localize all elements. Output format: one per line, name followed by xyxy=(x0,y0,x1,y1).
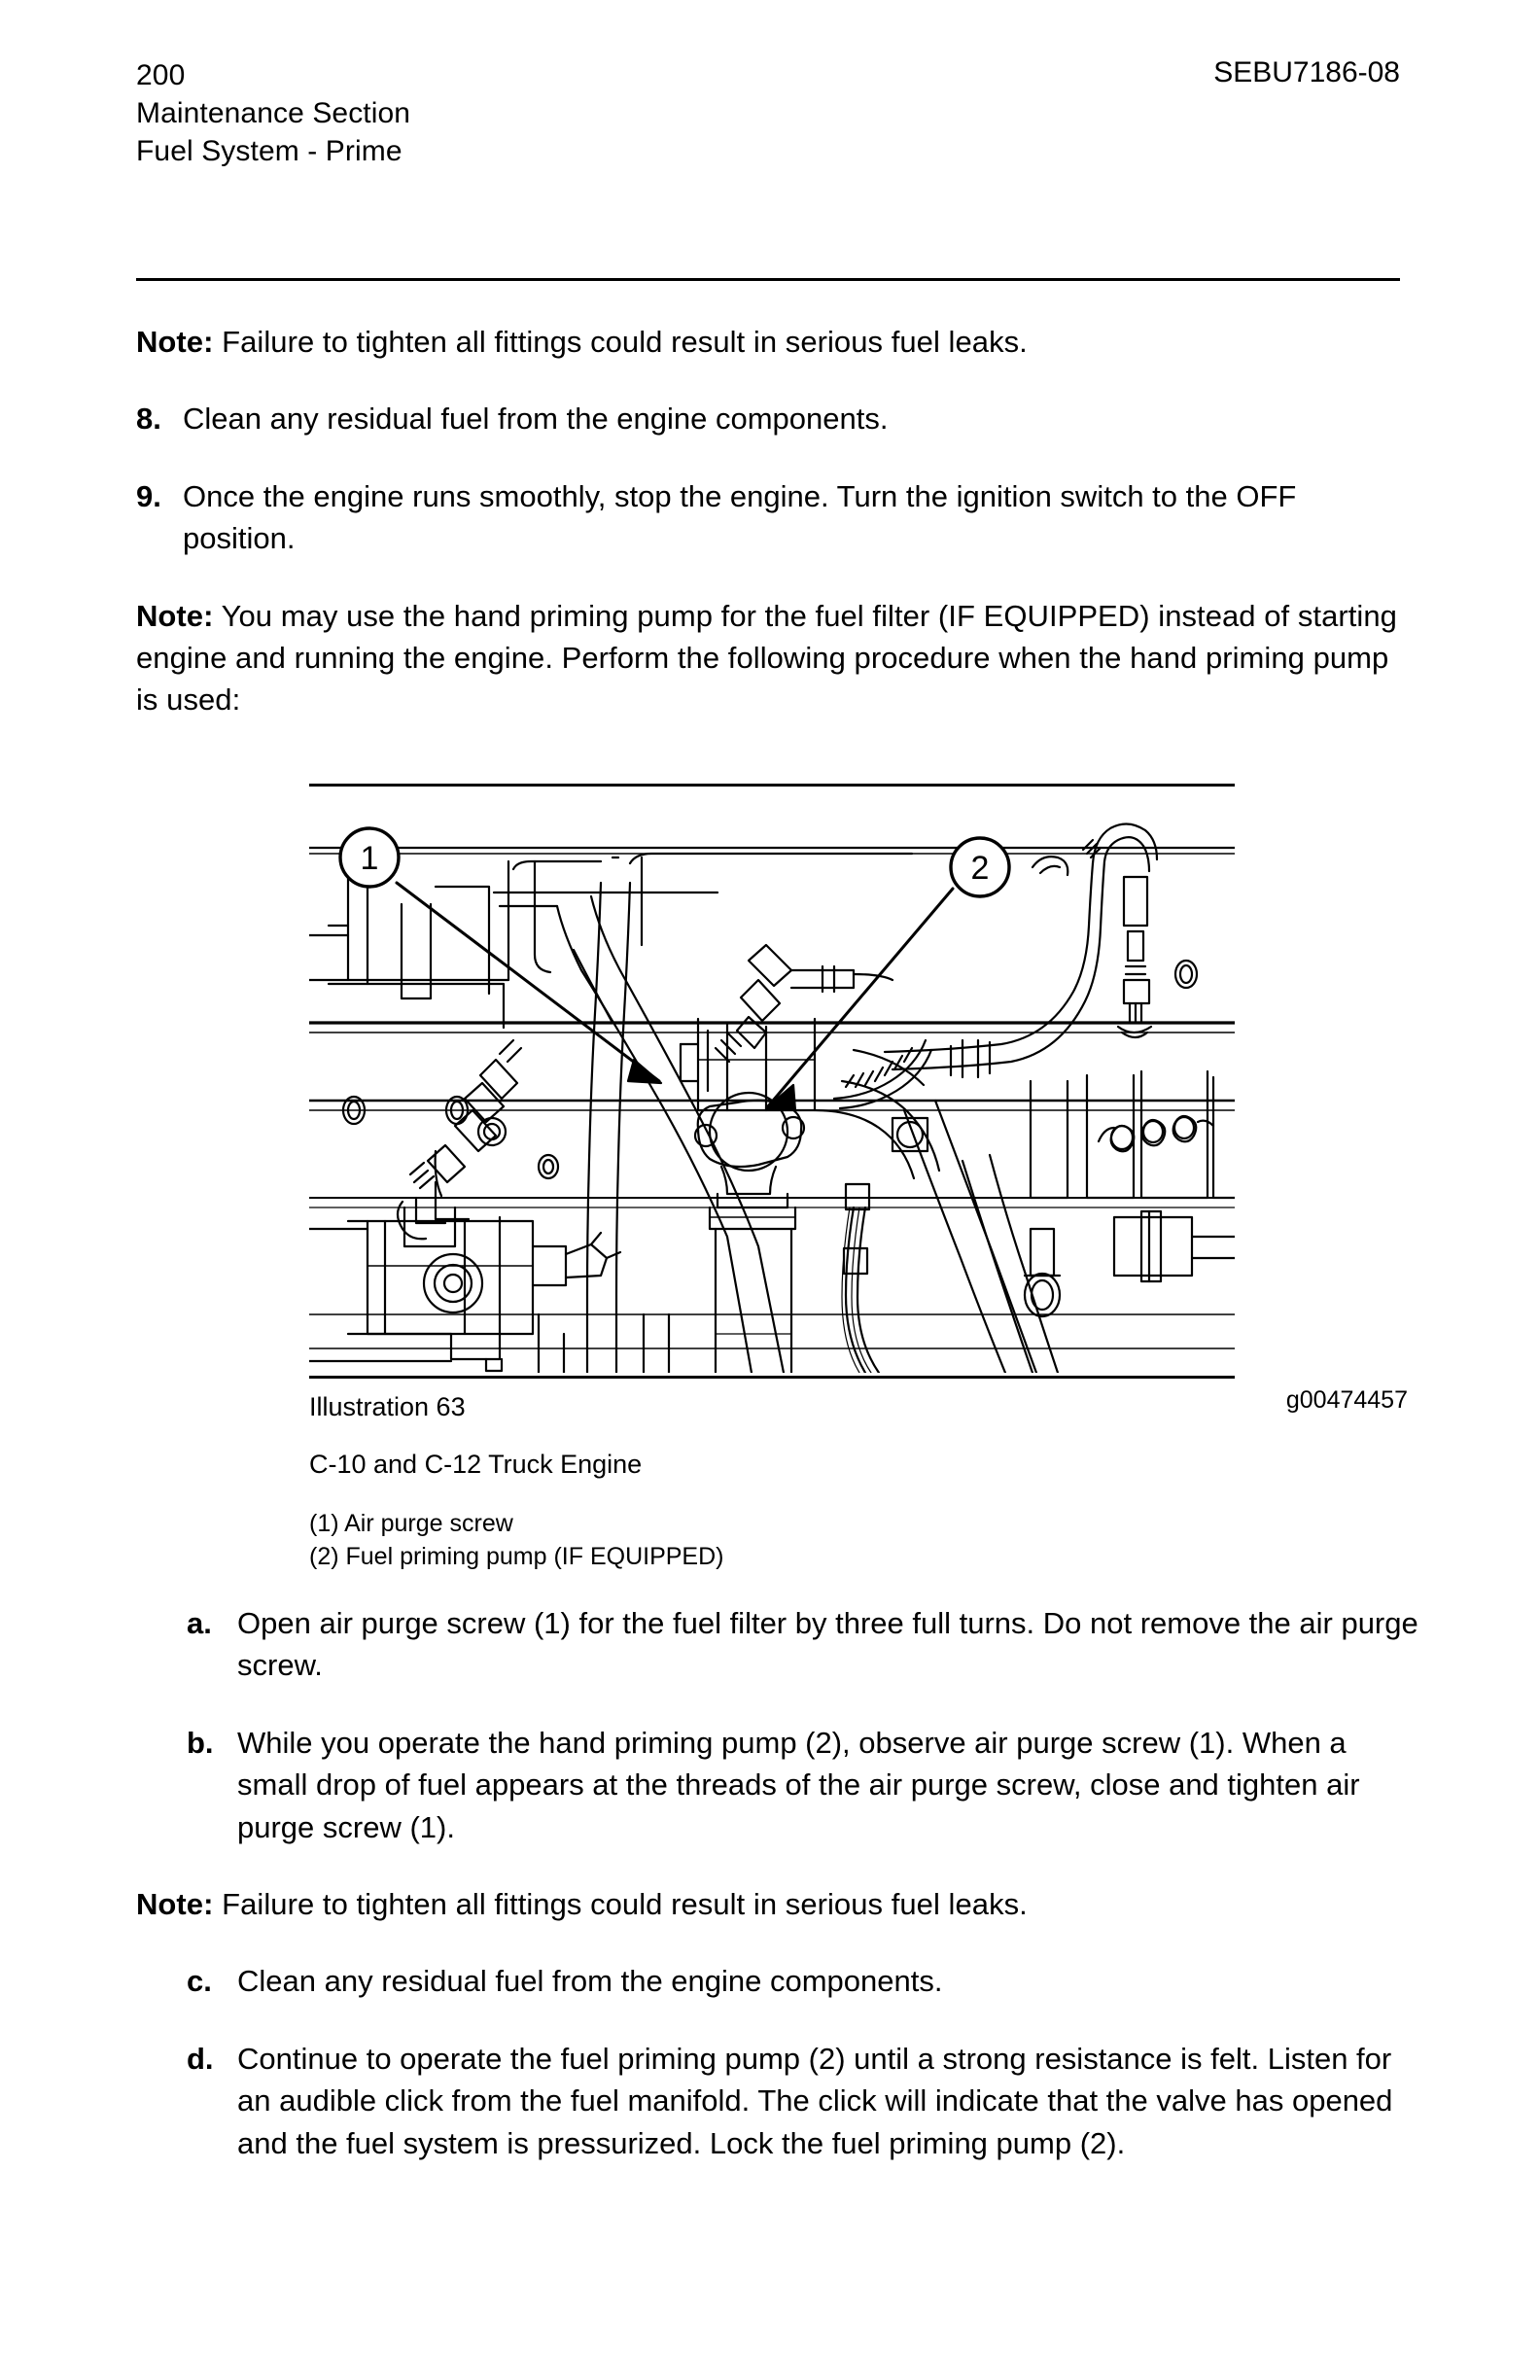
figure-caption xyxy=(309,1386,1408,1573)
note-text-2: You may use the hand priming pump for the fuel filter (IF EQUIPPED) instead of starting engine and running the engine. Perform the following procedure when the hand priming pump is used: xyxy=(136,598,1397,718)
note-label-2: Note: xyxy=(136,598,214,633)
substep-text-c: Clean any residual fuel from the engine components. xyxy=(237,1964,943,1999)
figure-illustration-label: Illustration 63 xyxy=(309,1392,466,1421)
illustration-figure xyxy=(309,784,1235,1379)
page-header xyxy=(136,56,1400,202)
substep-letter-a: a. xyxy=(187,1606,212,1640)
lettered-step-b xyxy=(187,1722,1419,1848)
engine-line-drawing xyxy=(309,789,1235,1373)
lettered-step-c xyxy=(187,1960,1419,2002)
note-paragraph-3 xyxy=(136,1883,1419,1925)
note-label-1: Note: xyxy=(136,325,214,359)
note-text-3: Failure to tighten all fittings could result in serious fuel leaks. xyxy=(213,1886,1028,1921)
figure-graphic-id: g00474457 xyxy=(1285,1386,1408,1414)
section-title: Maintenance Section xyxy=(136,97,411,129)
document-code: SEBU7186-08 xyxy=(1213,56,1400,88)
figure-legend xyxy=(309,1507,1408,1573)
topic-title: Fuel System - Prime xyxy=(136,135,402,167)
header-divider-rule xyxy=(136,278,1400,281)
numbered-step-9 xyxy=(136,475,1410,560)
step-number-9: 9. xyxy=(136,478,161,513)
substep-text-a: Open air purge screw (1) for the fuel filter by three full turns. Do not remove the air purge screw. xyxy=(237,1606,1418,1683)
body-upper xyxy=(136,321,1410,754)
note-label-3: Note: xyxy=(136,1886,214,1921)
substep-letter-d: d. xyxy=(187,2041,214,2076)
numbered-step-8 xyxy=(136,398,1410,439)
step-text-9: Once the engine runs smoothly, stop the engine. Turn the ignition switch to the OFF position. xyxy=(183,478,1297,556)
figure-bottom-rule xyxy=(309,1376,1235,1379)
header-left-block xyxy=(136,56,410,170)
callout-number-2: 2 xyxy=(970,850,990,887)
step-number-8: 8. xyxy=(136,402,161,437)
figure-engine-model: C-10 and C-12 Truck Engine xyxy=(309,1450,643,1479)
substep-text-d: Continue to operate the fuel priming pump (2) until a strong resistance is felt. Listen for an audible click from the fuel manifold. The click will indicate that the valve has opened and the fuel system is pressurized. Lock the fuel priming pump (2). xyxy=(237,2041,1393,2160)
note-text-1: Failure to tighten all fittings could result in serious fuel leaks. xyxy=(213,325,1028,359)
page-number: 200 xyxy=(136,59,186,91)
body-lower xyxy=(136,1602,1419,2199)
figure-top-rule xyxy=(309,784,1235,787)
legend-item-1: (1) Air purge screw xyxy=(309,1510,513,1537)
note-paragraph-1 xyxy=(136,321,1410,363)
substep-letter-b: b. xyxy=(187,1725,214,1760)
note-paragraph-2 xyxy=(136,595,1410,721)
substep-letter-c: c. xyxy=(187,1964,212,1999)
step-text-8: Clean any residual fuel from the engine components. xyxy=(183,402,889,437)
callout-number-1: 1 xyxy=(360,840,379,877)
lettered-step-d xyxy=(187,2038,1419,2164)
legend-item-2: (2) Fuel priming pump (IF EQUIPPED) xyxy=(309,1543,724,1570)
substep-text-b: While you operate the hand priming pump (2), observe air purge screw (1). When a small drop of fuel appears at the threads of the air purge screw, close and tighten air purge screw (1). xyxy=(237,1725,1360,1844)
lettered-step-a xyxy=(187,1602,1419,1687)
